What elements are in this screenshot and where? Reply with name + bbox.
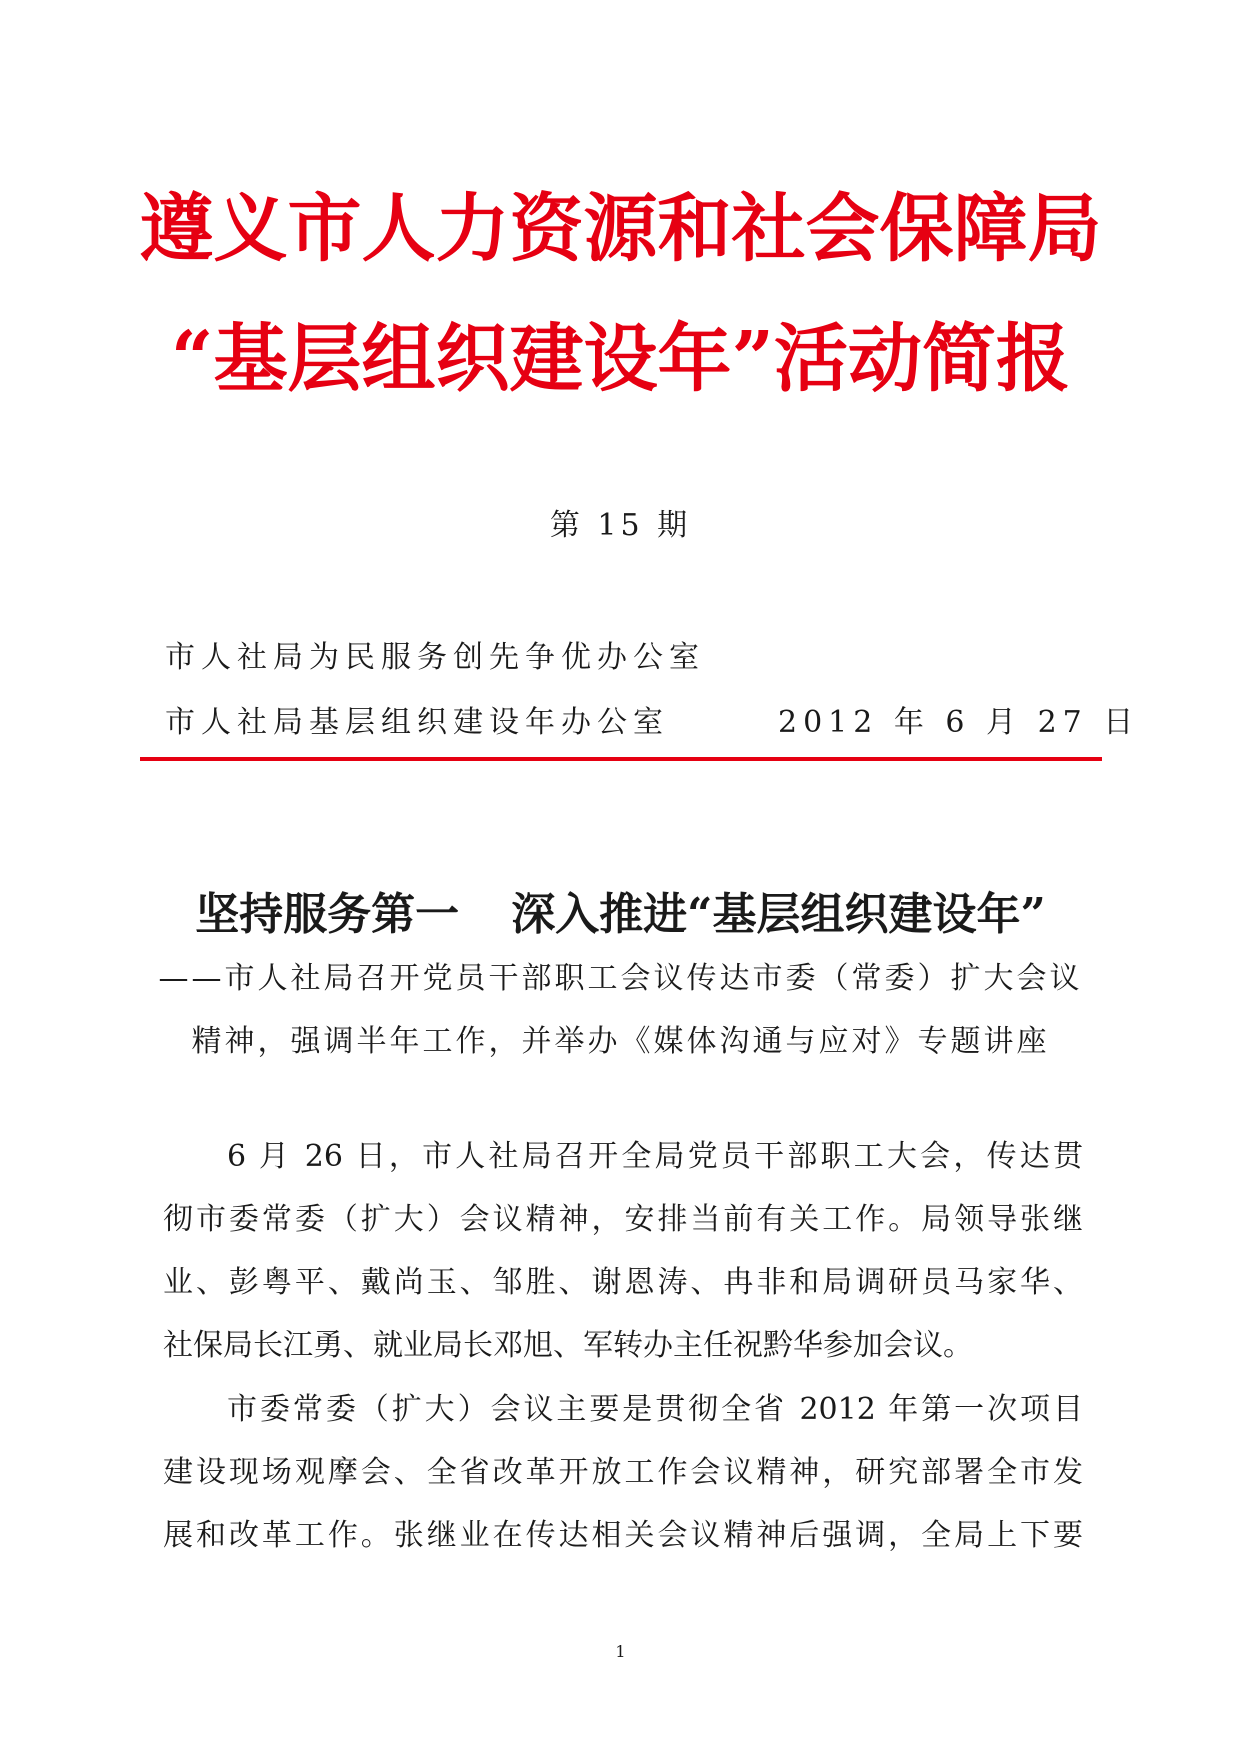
red-divider-rule <box>140 757 1102 761</box>
issue-number: 第 15 期 <box>549 508 692 543</box>
issuing-office-1: 市人社局为民服务创先争优办公室 <box>165 640 705 675</box>
article-title-part2: 深入推进“基层组织建设年” <box>511 889 1046 940</box>
body-text-line: 建设现场观摩会、全省改革开放工作会议精神，研究部署全市发 <box>163 1455 1083 1490</box>
masthead-title-line2: “基层组织建设年”活动简报 <box>170 316 1071 402</box>
body-text-line: 业、彭粤平、戴尚玉、邹胜、谢恩涛、冉非和局调研员马家华、 <box>163 1265 1083 1300</box>
issuing-office-2: 市人社局基层组织建设年办公室 <box>165 705 669 740</box>
article-subtitle-line2: 精神，强调半年工作，并举办《媒体沟通与应对》专题讲座 <box>191 1024 1050 1059</box>
article-title-part1: 坚持服务第一 <box>195 889 460 940</box>
body-text-line: 社保局长江勇、就业局长邓旭、军转办主任祝黔华参加会议。 <box>163 1328 973 1363</box>
body-text-line: 6 月 26 日，市人社局召开全局党员干部职工大会，传达贯 <box>227 1139 1083 1174</box>
masthead-title-line1: 遵义市人力资源和社会保障局 <box>139 186 1102 272</box>
body-text-line: 展和改革工作。张继业在传达相关会议精神后强调，全局上下要 <box>163 1518 1083 1553</box>
body-text-line: 彻市委常委（扩大）会议精神，安排当前有关工作。局领导张继 <box>163 1202 1083 1237</box>
page-number: 1 <box>615 1642 626 1661</box>
article-title <box>0 878 1241 942</box>
article-subtitle-line1: ——市人社局召开党员干部职工会议传达市委（常委）扩大会议 <box>158 961 1083 996</box>
issue-date: 2012 年 6 月 27 日 <box>778 705 1140 740</box>
body-text-line: 市委常委（扩大）会议主要是贯彻全省 2012 年第一次项目 <box>227 1392 1083 1427</box>
